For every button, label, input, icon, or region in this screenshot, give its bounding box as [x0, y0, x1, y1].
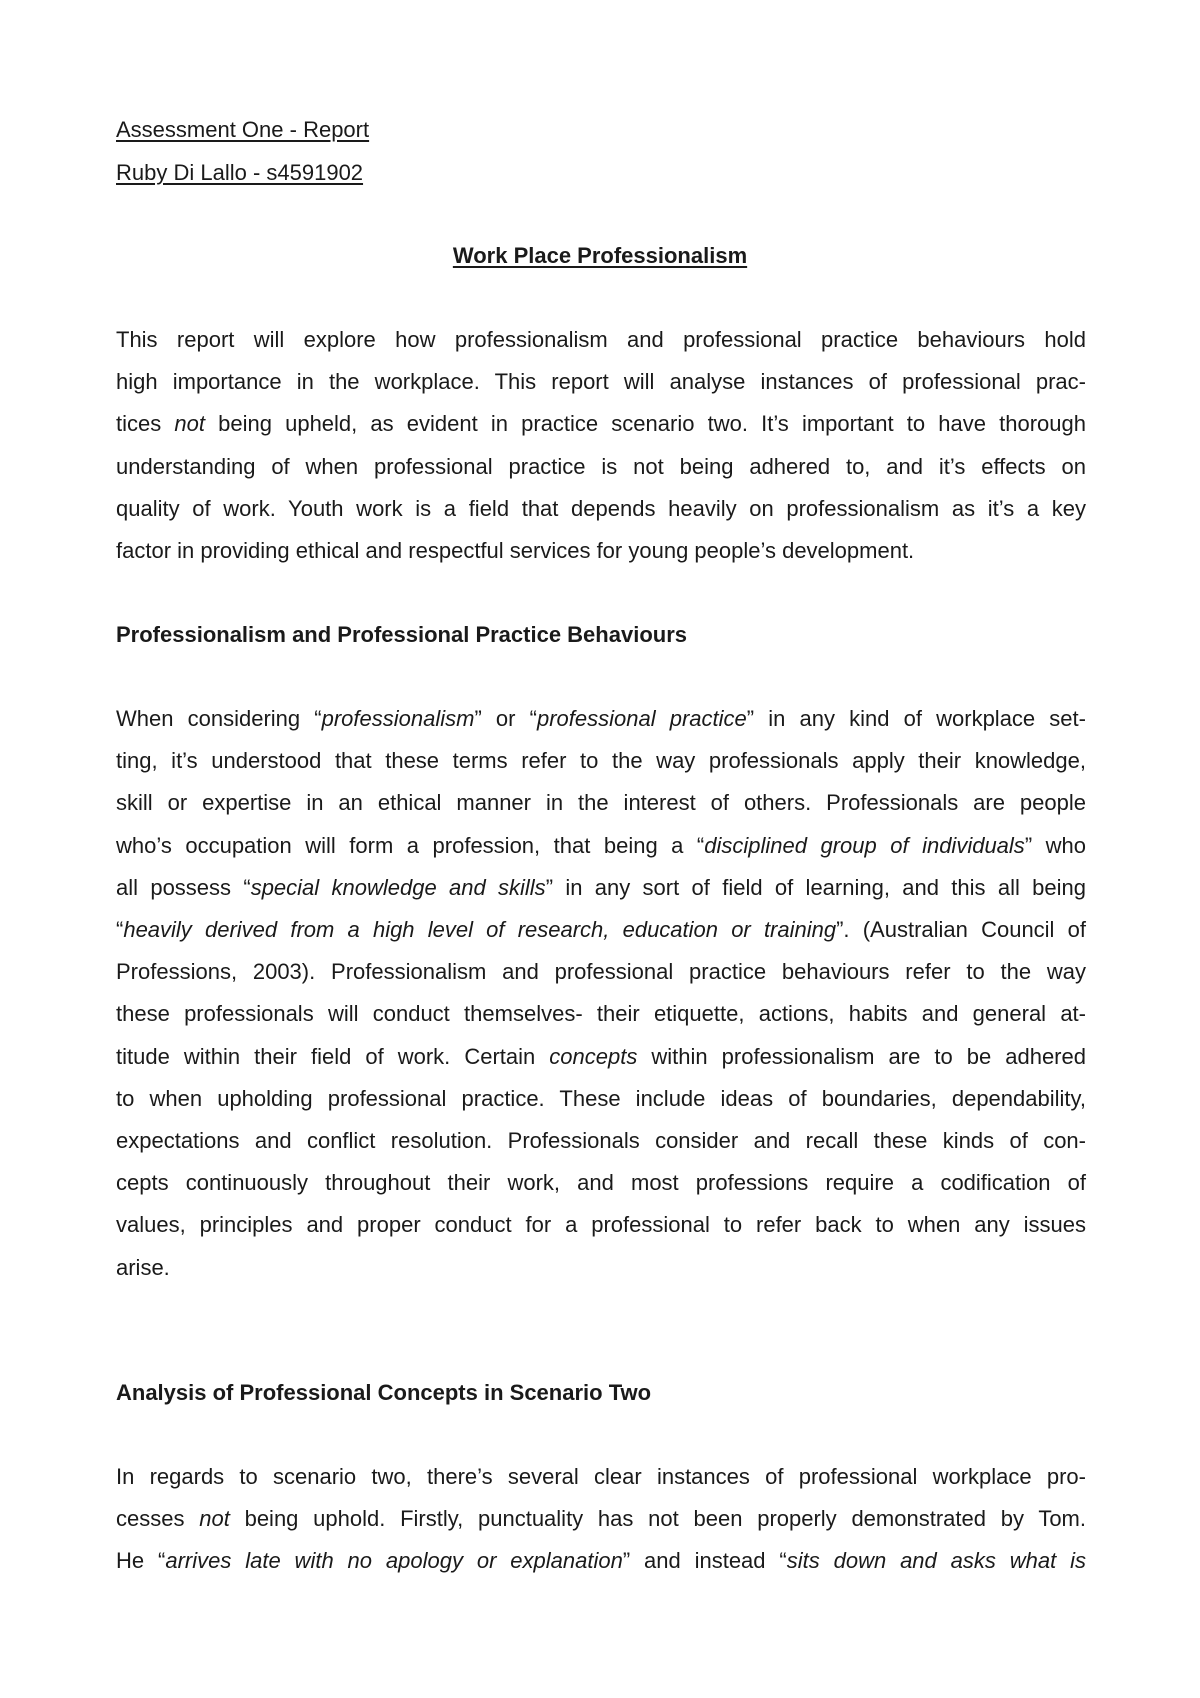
paragraph-line: these professionals will conduct themselves- their etiquette, actions, habits and general at-	[116, 1001, 1086, 1027]
professionalism-paragraph	[116, 698, 1086, 1289]
section-heading-analysis: Analysis of Professional Concepts in Scenario Two	[116, 1380, 652, 1405]
author-line: Ruby Di Lallo - s4591902	[116, 160, 364, 185]
paragraph-line: values, principles and proper conduct for a professional to refer back to when any issues	[116, 1212, 1086, 1238]
paragraph-line: tices not being upheld, as evident in practice scenario two. It’s important to have thorough	[116, 411, 1086, 437]
paragraph-line: In regards to scenario two, there’s several clear instances of professional workplace pro-	[116, 1464, 1086, 1489]
paragraph-line: When considering “professionalism” or “professional practice” in any kind of workplace set-	[116, 706, 1086, 731]
paragraph-line: expectations and conflict resolution. Professionals consider and recall these kinds of con-	[116, 1128, 1086, 1154]
assessment-title: Assessment One - Report	[116, 117, 370, 142]
paragraph-line: ting, it’s understood that these terms refer to the way professionals apply their knowledge,	[116, 748, 1086, 774]
paragraph-line: cesses not being uphold. Firstly, punctuality has not been properly demonstrated by Tom.	[116, 1506, 1086, 1532]
paragraph-line: He “arrives late with no apology or explanation” and instead “sits down and asks what is	[116, 1548, 1086, 1574]
paragraph-line: cepts continuously throughout their work, and most professions require a codification of	[116, 1170, 1086, 1196]
paragraph-line: This report will explore how professionalism and professional practice behaviours hold	[116, 327, 1086, 352]
paragraph-line: high importance in the workplace. This report will analyse instances of professional prac-	[116, 369, 1086, 395]
paragraph-line: understanding of when professional practice is not being adhered to, and it’s effects on	[116, 453, 1086, 479]
paragraph-line: skill or expertise in an ethical manner in the interest of others. Professionals are people	[116, 790, 1086, 816]
intro-paragraph	[116, 319, 1086, 572]
paragraph-line: to when upholding professional practice. These include ideas of boundaries, dependability,	[116, 1085, 1086, 1111]
section-heading-professionalism: Professionalism and Professional Practice Behaviours	[116, 622, 687, 647]
paragraph-line: who’s occupation will form a profession, that being a “disciplined group of individuals” who	[116, 832, 1086, 858]
paragraph-line: all possess “special knowledge and skills” in any sort of field of learning, and this all being	[116, 874, 1086, 900]
paragraph-line: arise.	[116, 1254, 170, 1280]
document-title: Work Place Professionalism	[452, 243, 748, 268]
paragraph-line: Professions, 2003). Professionalism and professional practice behaviours refer to the way	[116, 959, 1086, 985]
analysis-paragraph	[116, 1456, 1086, 1583]
paragraph-line: factor in providing ethical and respectful services for young people’s development.	[116, 538, 915, 564]
paragraph-line: “heavily derived from a high level of research, education or training”. (Australian Council of	[116, 917, 1086, 943]
paragraph-line: titude within their field of work. Certain concepts within professionalism are to be adhered	[116, 1043, 1086, 1069]
paragraph-line: quality of work. Youth work is a field that depends heavily on professionalism as it’s a key	[116, 495, 1086, 521]
